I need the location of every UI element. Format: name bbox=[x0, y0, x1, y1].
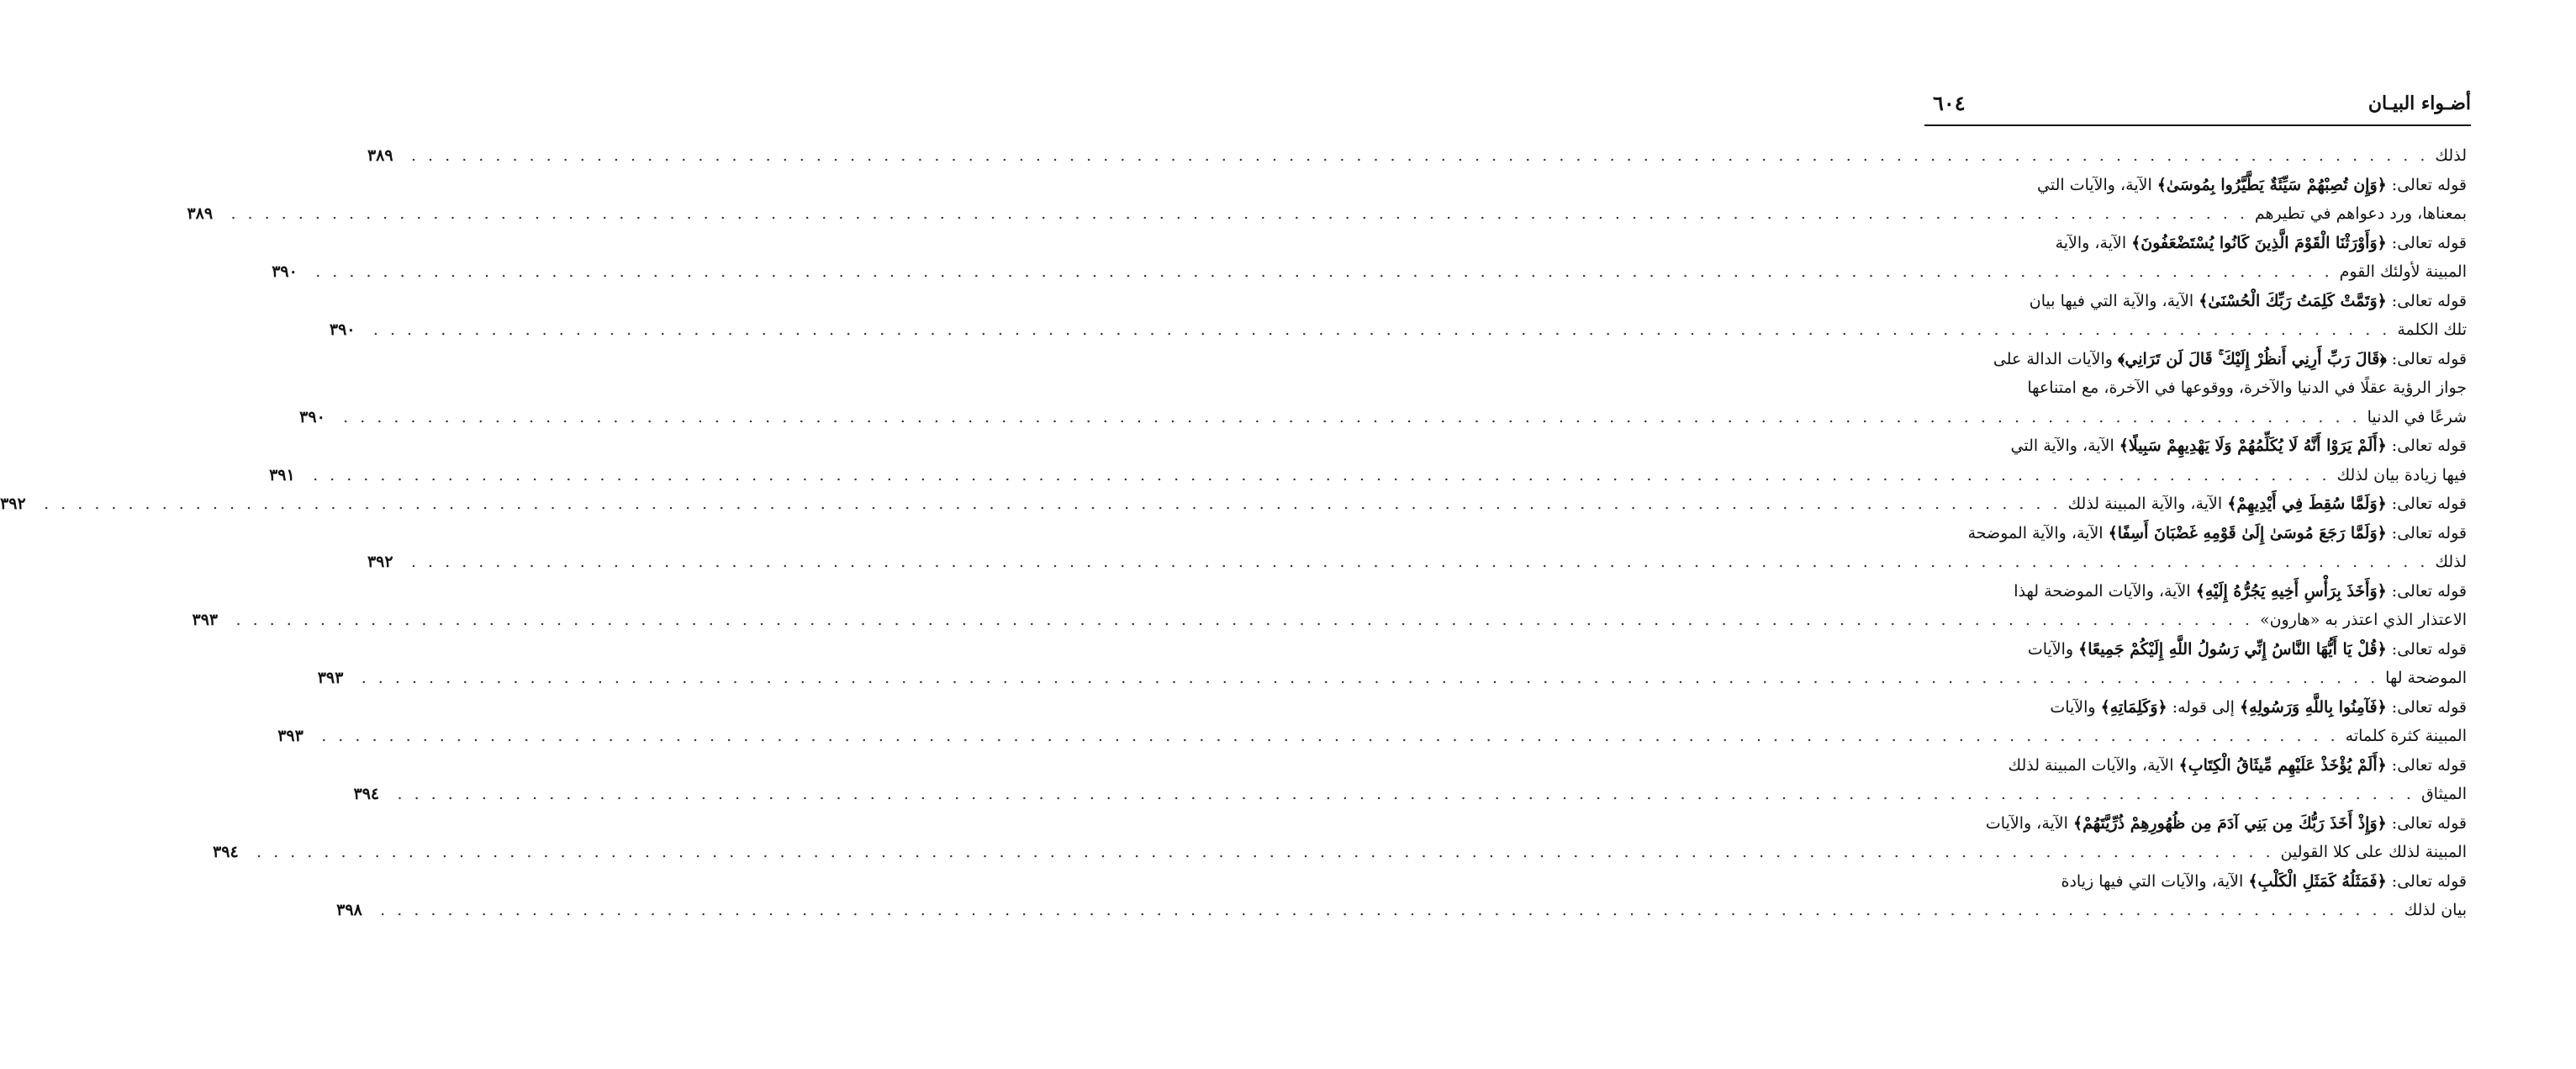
page-ref: ٣٩٠ bbox=[299, 407, 325, 426]
entry-text bbox=[2027, 378, 2467, 397]
index-entries bbox=[0, 141, 2467, 925]
entry-text-segment: الآية، والآيات التي فيها زيادة bbox=[2061, 871, 2249, 891]
page-ref: ٣٩٢ bbox=[367, 553, 393, 572]
page-ref: ٣٨٩ bbox=[367, 146, 393, 166]
entry-text-segment: جواز الرؤية عقلًا في الدنيا والآخرة، ووقوعها في الآخرة، مع امتناعها bbox=[2027, 378, 2467, 398]
page-ref: ٣٩٠ bbox=[272, 262, 298, 282]
entry-text-segment: قوله تعالى: bbox=[2386, 581, 2467, 601]
index-entry bbox=[329, 287, 2467, 345]
entry-text-segment: قوله تعالى: bbox=[2386, 813, 2467, 833]
page-ref: ٣٩٣ bbox=[317, 669, 344, 688]
entry-text-segment: قوله تعالى: bbox=[2386, 871, 2467, 891]
entry-text-segment: الآية، والآية bbox=[2055, 233, 2132, 252]
index-line-with-page bbox=[353, 780, 2467, 809]
entry-text: الميثاق bbox=[2420, 785, 2467, 804]
index-entry bbox=[192, 577, 2467, 635]
entry-text-segment: الآية، والآية الموضحة bbox=[1967, 523, 2109, 542]
page-number: ٦٠٤ bbox=[1933, 91, 1966, 115]
entry-text bbox=[1993, 350, 2467, 368]
index-line-with-page bbox=[277, 722, 2467, 751]
entry-text-segment: الآية، والآية التي bbox=[2010, 437, 2119, 456]
entry-text bbox=[1968, 524, 2467, 542]
entry-text: المبينة لذلك على كلا القولين bbox=[2280, 843, 2467, 862]
entry-text-segment: قوله تعالى: bbox=[2386, 755, 2467, 775]
entry-text-segment: والآيات bbox=[2027, 639, 2079, 659]
quran-verse: ﴿وَلَمَّا سُقِطَ فِي أَيْدِيهِمْ﴾ bbox=[2227, 495, 2387, 514]
dot-leader: . . . . . . . . . . . . . . . . . . . . . . . . . . . . . . . . . . . . . . . . . . . . . . . . . . . . . . . . . . . . . . . . . . . . . . . . . . . . . . . . . . . . . . . . . . . . . . . . . . . . . . . . . . . . . . . . . . . . . . . . bbox=[235, 611, 2253, 630]
index-line bbox=[1929, 751, 2467, 781]
page-ref: ٣٩٨ bbox=[336, 901, 362, 920]
quran-verse: ﴿فَآمِنُوا بِاللَّهِ وَرَسُولِهِ﴾ bbox=[2239, 697, 2387, 717]
entry-text bbox=[1986, 814, 2467, 833]
index-line-with-page bbox=[272, 257, 2467, 287]
entry-text: تلك الكلمة bbox=[2397, 320, 2467, 340]
page-ref: ٣٩٤ bbox=[353, 785, 380, 804]
index-line bbox=[1929, 809, 2467, 839]
running-header bbox=[1924, 87, 2471, 126]
page-ref: ٣٨٩ bbox=[187, 204, 214, 224]
entry-text bbox=[2030, 292, 2467, 310]
book-title: أضـواء البيـان bbox=[2367, 93, 2471, 114]
index-line bbox=[1929, 519, 2467, 548]
index-line-with-page bbox=[317, 664, 2467, 693]
page-ref: ٣٩٤ bbox=[213, 843, 239, 862]
dot-leader: . . . . . . . . . . . . . . . . . . . . . . . . . . . . . . . . . . . . . . . . . . . . . . . . . . . . . . . . . . . . . . . . . . . . . . . . . . . . . . . . . . . . . . . . . . . . . . . . . . . . . . . . . . . . . . . . . . . . . . . . bbox=[256, 843, 2274, 862]
index-entry bbox=[367, 141, 2467, 171]
entry-text: بمعناها، ورد دعواهم في تطيرهم bbox=[2254, 204, 2467, 224]
entry-text-segment: الآية، والآيات الموضحة لهذا bbox=[2014, 581, 2196, 601]
quran-verse: ﴿وَإِن تُصِبْهُمْ سَيِّئَةٌ يَطَّيَّرُوا بِمُوسَىٰ﴾ bbox=[2156, 175, 2387, 194]
index-line-with-page bbox=[299, 403, 2467, 432]
index-line-with-page bbox=[367, 548, 2467, 577]
index-line-with-page bbox=[336, 896, 2467, 925]
index-line bbox=[1929, 171, 2467, 200]
index-line-with-page bbox=[187, 199, 2467, 229]
entry-text-segment: إلى قوله: bbox=[2167, 697, 2240, 717]
index-line bbox=[1929, 431, 2467, 461]
quran-verse: ﴿وَأَخَذَ بِرَأْسِ أَخِيهِ يَجُرُّهُ إِلَيْهِ﴾ bbox=[2195, 581, 2387, 601]
index-entry bbox=[0, 490, 2467, 519]
entry-text-segment: قوله تعالى: bbox=[2386, 437, 2467, 456]
quran-verse: ﴿أَلَمْ يُؤْخَذْ عَلَيْهِم مِّيثَاقُ الْكِتَابِ﴾ bbox=[2178, 755, 2387, 775]
entry-text-segment: الآية، والآية المبينة لذلك bbox=[2067, 495, 2228, 514]
entry-text-segment: والآيات bbox=[2050, 697, 2101, 717]
entry-text-segment: الآية، والآيات bbox=[1985, 813, 2073, 833]
quran-verse: ﴿قَالَ رَبِّ أَرِنِي أَنظُرْ إِلَيْكَ ۚ قَالَ لَن تَرَانِي﴾ bbox=[2118, 349, 2387, 368]
index-entry bbox=[353, 751, 2467, 809]
index-line bbox=[1929, 345, 2467, 374]
index-entry bbox=[213, 809, 2467, 867]
index-line bbox=[1929, 867, 2467, 897]
page-ref: ٣٩٠ bbox=[329, 320, 356, 340]
quran-verse: ﴿فَمَثَلُهُ كَمَثَلِ الْكَلْبِ﴾ bbox=[2248, 871, 2387, 891]
quran-verse: ﴿وَأَوْرَثْنَا الْقَوْمَ الَّذِينَ كَانُوا يُسْتَضْعَفُونَ﴾ bbox=[2131, 233, 2387, 252]
index-entry bbox=[277, 693, 2467, 751]
entry-text-segment: قوله تعالى: bbox=[2386, 233, 2467, 252]
dot-leader: . . . . . . . . . . . . . . . . . . . . . . . . . . . . . . . . . . . . . . . . . . . . . . . . . . . . . . . . . . . . . . . . . . . . . . . . . . . . . . . . . . . . . . . . . . . . . . . . . . . . . . . . . . . . . . . . . . . . . . . . bbox=[315, 262, 2333, 282]
entry-text: المبينة لأولئك القوم bbox=[2339, 262, 2467, 282]
index-entry bbox=[269, 431, 2467, 490]
dot-leader: . . . . . . . . . . . . . . . . . . . . . . . . . . . . . . . . . . . . . . . . . . . . . . . . . . . . . . . . . . . . . . . . . . . . . . . . . . . . . . . . . . . . . . . . . . . . . . . . . . . . . . . . . . . . . . . . . . . . . . . . bbox=[44, 495, 2061, 514]
index-entry bbox=[336, 867, 2467, 925]
entry-text-segment: قوله تعالى: bbox=[2386, 639, 2467, 659]
entry-text: الموضحة لها bbox=[2385, 669, 2467, 688]
entry-text-segment: قوله تعالى: bbox=[2386, 523, 2467, 542]
quran-verse: ﴿أَلَمْ يَرَوْا أَنَّهُ لَا يُكَلِّمُهُمْ وَلَا يَهْدِيهِمْ سَبِيلًا﴾ bbox=[2119, 437, 2387, 456]
page-ref: ٣٩١ bbox=[269, 465, 295, 484]
index-entry bbox=[187, 171, 2467, 229]
index-line-with-page bbox=[192, 606, 2467, 635]
entry-text: المبينة كثرة كلماته bbox=[2345, 727, 2467, 746]
page-ref: ٣٩٢ bbox=[0, 495, 26, 514]
entry-text bbox=[2028, 640, 2467, 659]
index-line bbox=[1929, 373, 2467, 403]
index-line-with-page bbox=[367, 141, 2467, 171]
entry-text bbox=[2056, 234, 2467, 252]
entry-text-segment: قوله تعالى: bbox=[2386, 697, 2467, 717]
quran-verse: ﴿وَكَلِمَاتِهِ﴾ bbox=[2100, 697, 2167, 717]
index-entry bbox=[317, 635, 2467, 693]
entry-text-segment: قوله تعالى: bbox=[2386, 349, 2467, 368]
quran-verse: ﴿وَتَمَّتْ كَلِمَتُ رَبِّكَ الْحُسْنَىٰ﴾ bbox=[2199, 291, 2387, 310]
index-line bbox=[1929, 577, 2467, 606]
entry-text-segment: الآية، والآية التي فيها بيان bbox=[2029, 291, 2199, 310]
dot-leader: . . . . . . . . . . . . . . . . . . . . . . . . . . . . . . . . . . . . . . . . . . . . . . . . . . . . . . . . . . . . . . . . . . . . . . . . . . . . . . . . . . . . . . . . . . . . . . . . . . . . . . . . . . . . . . . . . . . . . . . . bbox=[361, 669, 2379, 688]
page-ref: ٣٩٣ bbox=[277, 727, 304, 746]
dot-leader: . . . . . . . . . . . . . . . . . . . . . . . . . . . . . . . . . . . . . . . . . . . . . . . . . . . . . . . . . . . . . . . . . . . . . . . . . . . . . . . . . . . . . . . . . . . . . . . . . . . . . . . . . . . . . . . . . . . . . . . . bbox=[343, 407, 2361, 426]
index-line-with-page bbox=[213, 838, 2467, 867]
entry-text bbox=[2050, 698, 2467, 717]
entry-text: شرعًا في الدنيا bbox=[2367, 407, 2467, 426]
entry-text-segment: الآية، والآيات التي bbox=[2037, 175, 2157, 194]
dot-leader: . . . . . . . . . . . . . . . . . . . . . . . . . . . . . . . . . . . . . . . . . . . . . . . . . . . . . . . . . . . . . . . . . . . . . . . . . . . . . . . . . . . . . . . . . . . . . . . . . . . . . . . . . . . . . . . . . . . . . . . . bbox=[380, 901, 2398, 920]
index-entry bbox=[367, 519, 2467, 577]
entry-text bbox=[2014, 582, 2467, 601]
index-entry bbox=[299, 345, 2467, 432]
index-line-with-page bbox=[269, 461, 2467, 490]
index-line bbox=[1929, 229, 2467, 258]
entry-text-segment: الآية، والآيات المبينة لذلك bbox=[2008, 755, 2179, 775]
entry-text: فيها زيادة بيان لذلك bbox=[2336, 465, 2467, 484]
entry-text: الاعتذار الذي اعتذر به «هارون» bbox=[2259, 611, 2467, 630]
entry-text bbox=[2008, 756, 2467, 775]
dot-leader: . . . . . . . . . . . . . . . . . . . . . . . . . . . . . . . . . . . . . . . . . . . . . . . . . . . . . . . . . . . . . . . . . . . . . . . . . . . . . . . . . . . . . . . . . . . . . . . . . . . . . . . . . . . . . . . . . . . . . . . . bbox=[372, 320, 2391, 340]
page-ref: ٣٩٣ bbox=[192, 611, 219, 630]
entry-text-segment: قوله تعالى: bbox=[2386, 495, 2467, 514]
dot-leader: . . . . . . . . . . . . . . . . . . . . . . . . . . . . . . . . . . . . . . . . . . . . . . . . . . . . . . . . . . . . . . . . . . . . . . . . . . . . . . . . . . . . . . . . . . . . . . . . . . . . . . . . . . . . . . . . . . . . . . . . bbox=[410, 553, 2429, 572]
entry-text-segment: قوله تعالى: bbox=[2386, 175, 2467, 194]
entry-text-segment: قوله تعالى: bbox=[2386, 291, 2467, 310]
entry-text: لذلك bbox=[2435, 553, 2467, 572]
entry-text bbox=[2037, 176, 2467, 194]
dot-leader: . . . . . . . . . . . . . . . . . . . . . . . . . . . . . . . . . . . . . . . . . . . . . . . . . . . . . . . . . . . . . . . . . . . . . . . . . . . . . . . . . . . . . . . . . . . . . . . . . . . . . . . . . . . . . . . . . . . . . . . . bbox=[397, 785, 2415, 804]
index-line-with-page bbox=[0, 490, 2467, 519]
entry-text: بيان لذلك bbox=[2404, 901, 2467, 920]
entry-text bbox=[2061, 872, 2467, 891]
index-entry bbox=[272, 229, 2467, 287]
quran-verse: ﴿قُلْ يَا أَيُّهَا النَّاسُ إِنِّي رَسُولُ اللَّهِ إِلَيْكُمْ جَمِيعًا﴾ bbox=[2078, 639, 2387, 659]
entry-text bbox=[2068, 495, 2467, 513]
index-line-with-page bbox=[329, 315, 2467, 345]
quran-verse: ﴿وَإِذْ أَخَذَ رَبُّكَ مِن بَنِي آدَمَ مِن ظُهُورِهِمْ ذُرِّيَّتَهُمْ﴾ bbox=[2072, 813, 2387, 833]
dot-leader: . . . . . . . . . . . . . . . . . . . . . . . . . . . . . . . . . . . . . . . . . . . . . . . . . . . . . . . . . . . . . . . . . . . . . . . . . . . . . . . . . . . . . . . . . . . . . . . . . . . . . . . . . . . . . . . . . . . . . . . . bbox=[410, 146, 2429, 166]
dot-leader: . . . . . . . . . . . . . . . . . . . . . . . . . . . . . . . . . . . . . . . . . . . . . . . . . . . . . . . . . . . . . . . . . . . . . . . . . . . . . . . . . . . . . . . . . . . . . . . . . . . . . . . . . . . . . . . . . . . . . . . . bbox=[313, 465, 2331, 484]
index-line bbox=[1929, 635, 2467, 664]
dot-leader: . . . . . . . . . . . . . . . . . . . . . . . . . . . . . . . . . . . . . . . . . . . . . . . . . . . . . . . . . . . . . . . . . . . . . . . . . . . . . . . . . . . . . . . . . . . . . . . . . . . . . . . . . . . . . . . . . . . . . . . . bbox=[230, 204, 2248, 224]
entry-text bbox=[2011, 437, 2467, 455]
dot-leader: . . . . . . . . . . . . . . . . . . . . . . . . . . . . . . . . . . . . . . . . . . . . . . . . . . . . . . . . . . . . . . . . . . . . . . . . . . . . . . . . . . . . . . . . . . . . . . . . . . . . . . . . . . . . . . . . . . . . . . . . bbox=[321, 727, 2339, 746]
quran-verse: ﴿وَلَمَّا رَجَعَ مُوسَىٰ إِلَىٰ قَوْمِهِ غَضْبَانَ أَسِفًا﴾ bbox=[2108, 523, 2387, 542]
index-line bbox=[1929, 693, 2467, 722]
index-line bbox=[1929, 287, 2467, 316]
entry-text-segment: والآيات الدالة على bbox=[1993, 349, 2118, 368]
entry-text: لذلك bbox=[2435, 146, 2467, 166]
